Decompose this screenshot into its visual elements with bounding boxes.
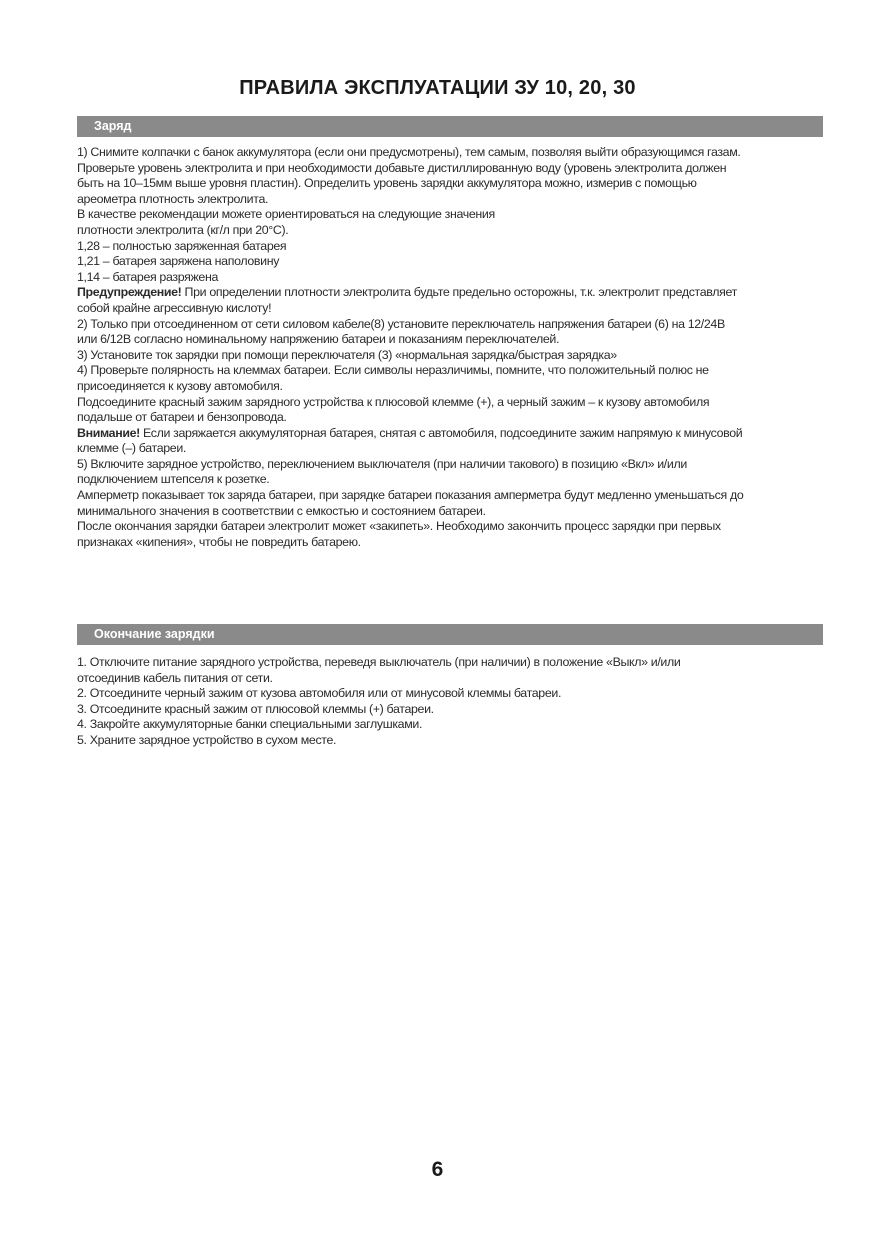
section-heading-end-of-charge: Окончание зарядки: [77, 624, 823, 645]
text-line: Проверьте уровень электролита и при необходимости добавьте дистиллированную воду (уровень электролита должен: [77, 160, 727, 175]
warning-paragraph: [77, 285, 827, 301]
text-line: ареометра плотность электролита.: [77, 191, 269, 206]
text-line: минимального значения в соответствии с емкостью и состоянием батареи.: [77, 503, 486, 518]
text-line: присоединяется к кузову автомобиля.: [77, 378, 283, 393]
text-line: 3) Установите ток зарядки при помощи переключателя (3) «нормальная зарядка/быстрая зарядка»: [77, 347, 617, 362]
text-line: 2) Только при отсоединенном от сети силовом кабеле(8) установите переключатель напряжения батареи (6) на 12/24В: [77, 316, 725, 331]
text-line: клемме (–) батареи.: [77, 441, 186, 456]
text-line: 4) Проверьте полярность на клеммах батареи. Если символы неразличимы, помните, что положительный полюс не: [77, 363, 709, 378]
text-line: отсоединив кабель питания от сети.: [77, 670, 273, 685]
text-line: 1. Отключите питание зарядного устройства, переведя выключатель (при наличии) в положение «Выкл» и/или: [77, 655, 681, 669]
text-line: Амперметр показывает ток заряда батареи, при зарядке батареи показания амперметра будут медленно уменьшаться до: [77, 488, 744, 503]
text-line: быть на 10–15мм выше уровня пластин). Определить уровень зарядки аккумулятора можно, измерив с помощью: [77, 176, 697, 191]
text-line: признаках «кипения», чтобы не повредить батарею.: [77, 534, 361, 549]
text-line: 4. Закройте аккумуляторные банки специальными заглушками.: [77, 717, 423, 732]
text-line: собой крайне агрессивную кислоту!: [77, 300, 272, 315]
warning-label: Предупреждение!: [77, 285, 182, 300]
text-line: 1,28 – полностью заряженная батарея: [77, 238, 287, 253]
text-line: подальше от батареи и бензопровода.: [77, 410, 287, 425]
text-line: 5. Храните зарядное устройство в сухом месте.: [77, 732, 337, 747]
text-line: 5) Включите зарядное устройство, переключением выключателя (при наличии такового) в позицию «Вкл» и/или: [77, 456, 687, 471]
attention-label: Внимание!: [77, 425, 140, 440]
text-line: плотности электролита (кг/л при 20°С).: [77, 222, 289, 237]
text-line: Подсоедините красный зажим зарядного устройства к плюсовой клемме (+), а черный зажим – к кузову автомобиля: [77, 394, 710, 409]
warning-text: При определении плотности электролита будьте предельно осторожны, т.к. электролит представляет: [181, 285, 737, 300]
text-line: подключением штепселя к розетке.: [77, 472, 270, 487]
text-line: 1,14 – батарея разряжена: [77, 269, 218, 284]
section-body-charge: [77, 145, 827, 550]
text-line: В качестве рекомендации можете ориентироваться на следующие значения: [77, 207, 495, 222]
section-body-end-of-charge: [77, 655, 827, 749]
text-line: 1) Снимите колпачки с банок аккумулятора (если они предусмотрены), тем самым, позволяя выйти образующимся газам.: [77, 145, 741, 159]
attention-paragraph: [77, 426, 827, 442]
text-line: После окончания зарядки батареи электролит может «закипеть». Необходимо закончить процесс зарядки при первых: [77, 519, 721, 534]
section-heading-charge: Заряд: [77, 116, 823, 137]
page-number: 6: [431, 1158, 444, 1181]
text-line: 1,21 – батарея заряжена наполовину: [77, 254, 280, 269]
text-line: или 6/12В согласно номинальному напряжению батареи и показаниям переключателей.: [77, 332, 560, 347]
text-line: 2. Отсоедините черный зажим от кузова автомобиля или от минусовой клеммы батареи.: [77, 686, 562, 701]
attention-text: Если заряжается аккумуляторная батарея, снятая с автомобиля, подсоедините зажим напрямую к минусовой: [139, 425, 743, 440]
page-title: ПРАВИЛА ЭКСПЛУАТАЦИИ ЗУ 10, 20, 30: [239, 77, 636, 99]
text-line: 3. Отсоедините красный зажим от плюсовой клеммы (+) батареи.: [77, 701, 434, 716]
